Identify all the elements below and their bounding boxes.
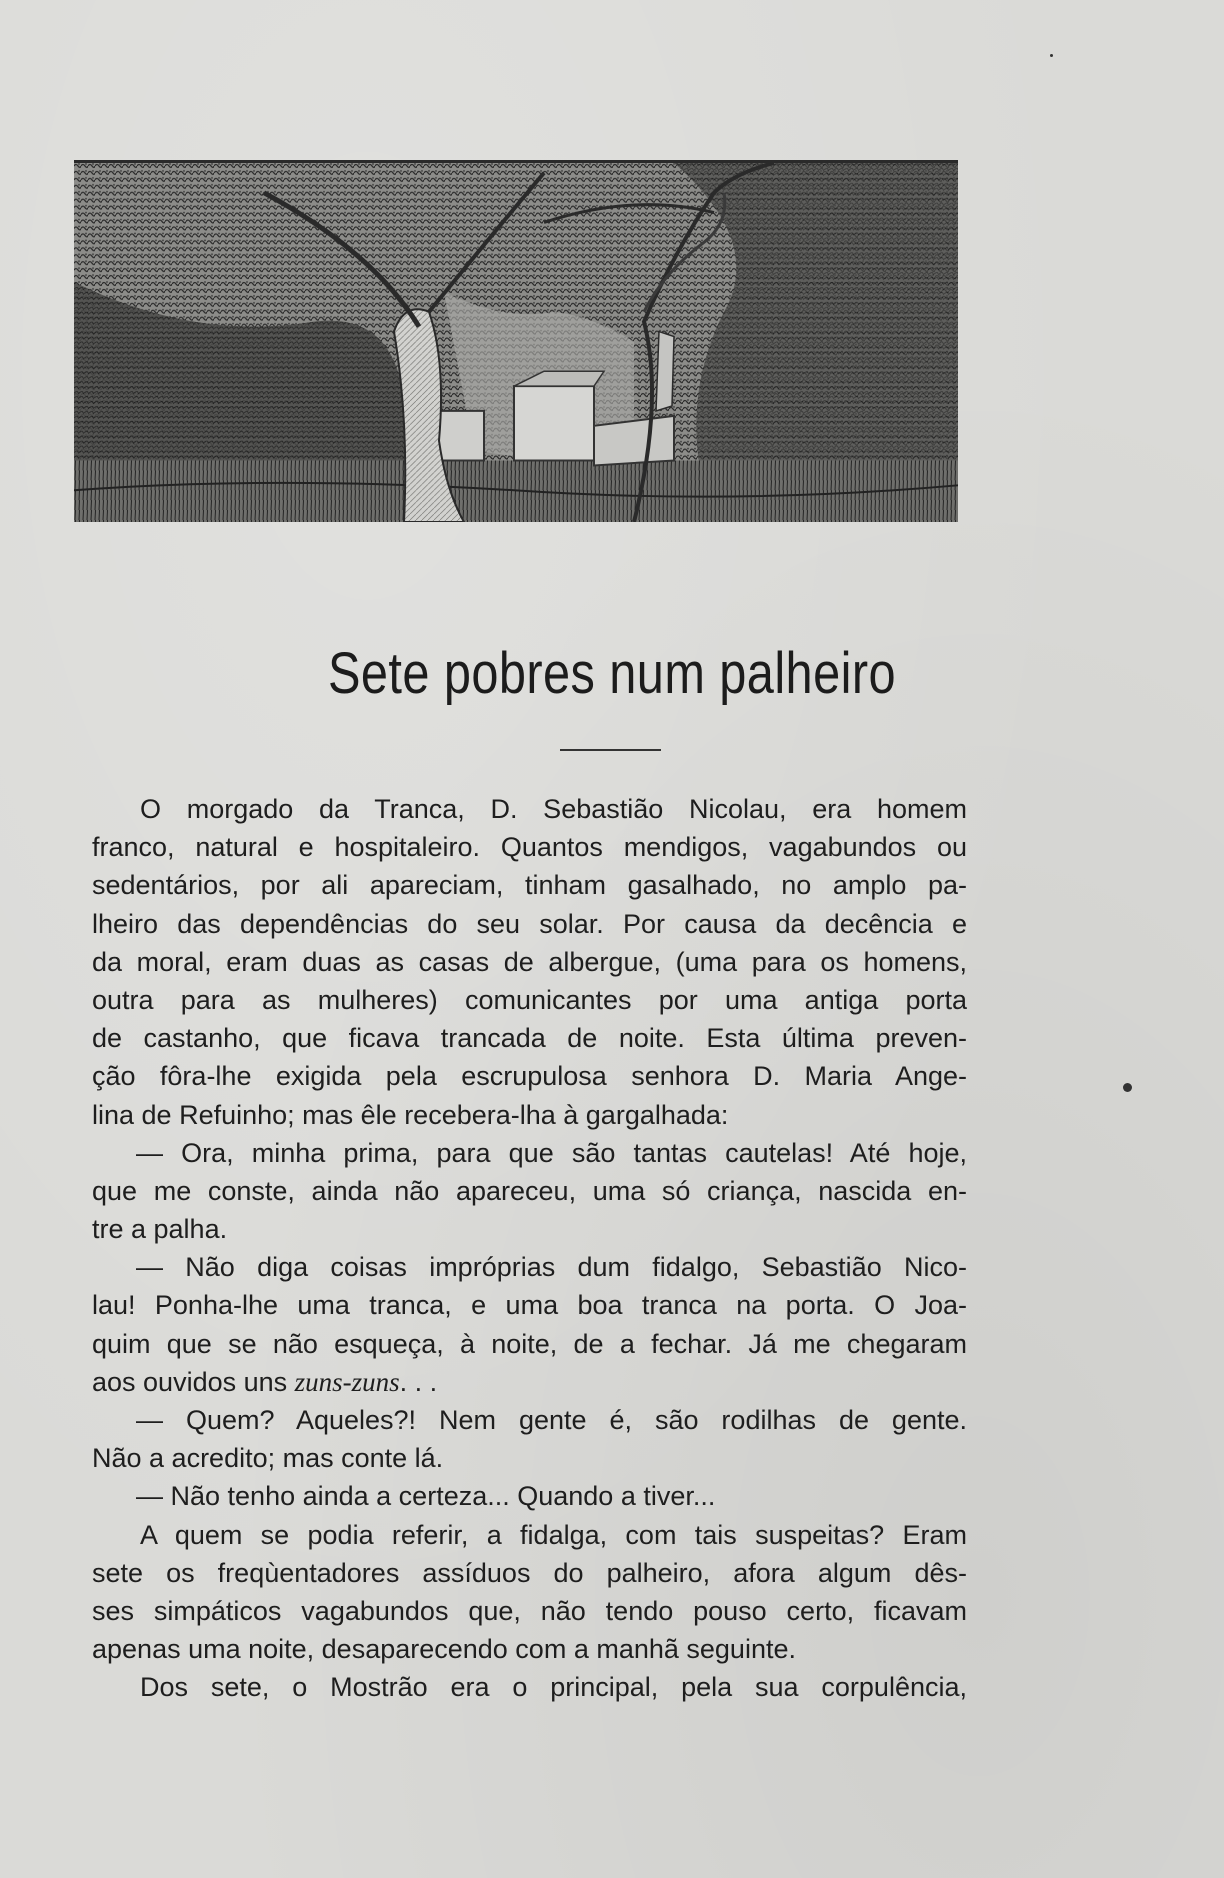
woodland-engraving-icon — [74, 160, 958, 522]
text-line: quim que se não esqueça, à noite, de a fechar. Já me chegaram — [92, 1328, 967, 1359]
text-line: da moral, eram duas as casas de albergue, (uma para os homens, — [92, 946, 967, 977]
paragraph-3 — [92, 1248, 967, 1401]
dialogue-line: — Quem? Aqueles?! Nem gente é, são rodilhas de gente. — [136, 1405, 967, 1435]
text-fragment: aos ouvidos uns — [92, 1366, 295, 1397]
title-divider — [560, 749, 661, 751]
text-line — [92, 1363, 967, 1401]
text-line: que me conste, ainda não apareceu, uma só criança, nascida en- — [92, 1175, 967, 1206]
paragraph-4 — [92, 1401, 967, 1477]
chapter-body — [92, 790, 967, 1707]
text-line: lau! Ponha-lhe uma tranca, e uma boa tranca na porta. O Joa- — [92, 1290, 967, 1321]
text-line: franco, natural e hospitaleiro. Quantos mendigos, vagabundos ou — [92, 832, 967, 863]
text-line: Dos sete, o Mostrão era o principal, pela sua corpulência, — [140, 1672, 967, 1703]
text-line: sedentários, por ali apareciam, tinham gasalhado, no amplo pa- — [92, 870, 967, 901]
text-line: tre a palha. — [92, 1214, 228, 1245]
ink-speck — [1123, 1083, 1132, 1092]
chapter-title: Sete pobres num palheiro — [327, 641, 896, 706]
text-line: Não a acredito; mas conte lá. — [92, 1443, 444, 1474]
text-line: de castanho, que ficava trancada de noite. Esta última preven- — [92, 1023, 967, 1054]
paragraph-1 — [92, 790, 967, 1134]
text-line: apenas uma noite, desaparecendo com a manhã seguinte. — [92, 1634, 796, 1665]
ink-speck — [1050, 54, 1053, 57]
text-line: ção fôra-lhe exigida pela escrupulosa senhora D. Maria Ange- — [92, 1061, 967, 1092]
illustration-svg — [74, 163, 958, 522]
text-line: ses simpáticos vagabundos que, não tendo pouso certo, ficavam — [92, 1595, 967, 1626]
paragraph-5 — [92, 1477, 967, 1515]
dialogue-line: — Não tenho ainda a certeza... Quando a tiver... — [136, 1481, 716, 1512]
paragraph-6 — [92, 1516, 967, 1669]
italic-phrase: zuns-zuns — [294, 1366, 400, 1397]
text-line: O morgado da Tranca, D. Sebastião Nicolau, era homem — [140, 794, 967, 824]
text-line: lina de Refuinho; mas êle recebera-lha à gargalhada: — [92, 1099, 729, 1130]
text-fragment: . . . — [399, 1366, 438, 1397]
dialogue-line: — Ora, minha prima, para que são tantas cautelas! Até hoje, — [136, 1137, 967, 1168]
text-line: sete os freqùentadores assíduos do palheiro, afora algum dês- — [92, 1557, 967, 1588]
dialogue-line: — Não diga coisas impróprias dum fidalgo, Sebastião Nico- — [136, 1252, 967, 1283]
paragraph-7 — [92, 1668, 967, 1706]
text-line: lheiro das dependências do seu solar. Por causa da decência e — [92, 908, 967, 939]
text-line: outra para as mulheres) comunicantes por uma antiga porta — [92, 984, 967, 1015]
paragraph-2 — [92, 1134, 967, 1249]
text-line: A quem se podia referir, a fidalga, com tais suspeitas? Eram — [140, 1519, 967, 1550]
